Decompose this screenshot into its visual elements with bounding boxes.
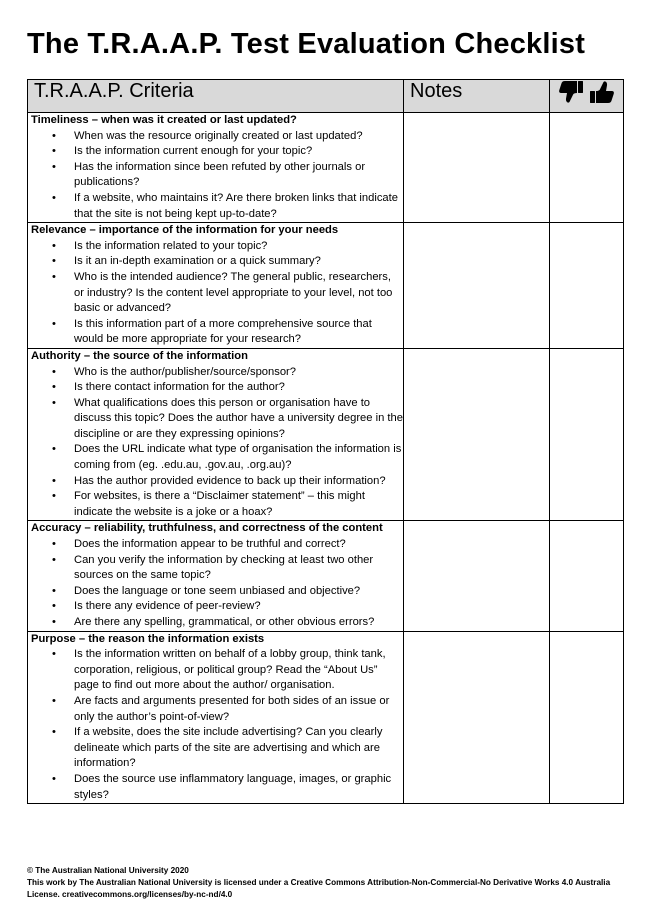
criteria-row-accuracy xyxy=(28,521,624,631)
list-item: • If a website, does the site include advertising? Can you clearly delineate which parts of the site are advertising and which are information? xyxy=(74,725,403,772)
rating-cell[interactable] xyxy=(550,113,624,223)
rating-cell[interactable] xyxy=(550,223,624,349)
list-item: • Does the information appear to be truthful and correct? xyxy=(74,537,403,553)
question-list xyxy=(28,647,403,803)
list-item: • Does the source use inflammatory language, images, or graphic styles? xyxy=(74,772,403,803)
list-item: • Is it an in-depth examination or a quick summary? xyxy=(74,254,403,270)
notes-cell[interactable] xyxy=(404,521,550,631)
list-item: • Are facts and arguments presented for both sides of an issue or only the author’s point-of-view? xyxy=(74,694,403,725)
criteria-cell xyxy=(28,521,404,631)
footer xyxy=(27,865,627,902)
traap-checklist-table xyxy=(27,79,624,804)
rating-cell[interactable] xyxy=(550,521,624,631)
list-item: • Is the information current enough for your topic? xyxy=(74,144,403,160)
notes-cell[interactable] xyxy=(404,113,550,223)
rating-cell[interactable] xyxy=(550,348,624,521)
criteria-row-relevance xyxy=(28,223,624,349)
section-heading: Relevance – importance of the information for your needs xyxy=(31,224,339,237)
list-item: • Who is the author/publisher/source/sponsor? xyxy=(74,365,403,381)
thumbs-up-icon xyxy=(589,80,615,104)
page-title: The T.R.A.A.P. Test Evaluation Checklist xyxy=(27,28,586,60)
license-text: This work by The Australian National University is licensed under a Creative Commons Attribution-Non-Commercial-No Derivative Works 4.0 Australia License. creativecommons.org/licenses/by-nc-nd/4.0 xyxy=(27,878,611,900)
notes-cell[interactable] xyxy=(404,348,550,521)
list-item: • Is the information written on behalf of a lobby group, think tank, corporation, religious, or political group? Read the “About Us” page to find out more about the author/ organisation. xyxy=(74,647,403,694)
question-list xyxy=(28,365,403,521)
question-list xyxy=(28,239,403,348)
criteria-cell xyxy=(28,631,404,804)
list-item: • Can you verify the information by checking at least two other sources on the same topic? xyxy=(74,553,403,584)
section-heading: Accuracy – reliability, truthfulness, and correctness of the content xyxy=(31,522,383,535)
criteria-cell xyxy=(28,223,404,349)
rating-cell[interactable] xyxy=(550,631,624,804)
question-list xyxy=(28,129,403,223)
list-item: • Has the author provided evidence to back up their information? xyxy=(74,474,403,490)
section-heading: Authority – the source of the information xyxy=(31,349,248,362)
thumbs-down-icon xyxy=(558,80,584,104)
rating-column-header xyxy=(550,80,624,113)
list-item: • Who is the intended audience? The general public, researchers, or industry? Is the content level appropriate to your level, not too basic or advanced? xyxy=(74,270,403,317)
list-item: • Is there contact information for the author? xyxy=(74,380,403,396)
list-item: • Has the information since been refuted by other journals or publications? xyxy=(74,160,403,191)
notes-cell[interactable] xyxy=(404,631,550,804)
list-item: • Is the information related to your topic? xyxy=(74,239,403,255)
list-item: • For websites, is there a “Disclaimer statement” – this might indicate the website is a joke or a hoax? xyxy=(74,489,403,520)
list-item: • Are there any spelling, grammatical, or other obvious errors? xyxy=(74,615,403,631)
criteria-row-timeliness xyxy=(28,113,624,223)
list-item: • Is there any evidence of peer-review? xyxy=(74,599,403,615)
section-heading: Purpose – the reason the information exists xyxy=(31,632,265,645)
criteria-row-purpose xyxy=(28,631,624,804)
criteria-row-authority xyxy=(28,348,624,521)
notes-cell[interactable] xyxy=(404,223,550,349)
copyright-text: © The Australian National University 2020 xyxy=(27,866,189,875)
question-list xyxy=(28,537,403,631)
list-item: • Is this information part of a more comprehensive source that would be more appropriate for your research? xyxy=(74,317,403,348)
criteria-cell xyxy=(28,113,404,223)
list-item: • If a website, who maintains it? Are there broken links that indicate that the site is not being kept up-to-date? xyxy=(74,191,403,222)
table-header-row xyxy=(28,80,624,113)
list-item: • Does the language or tone seem unbiased and objective? xyxy=(74,584,403,600)
notes-column-header: Notes xyxy=(404,80,550,113)
criteria-column-header: T.R.A.A.P. Criteria xyxy=(28,80,404,113)
list-item: • When was the resource originally created or last updated? xyxy=(74,129,403,145)
list-item: • What qualifications does this person or organisation have to discuss this topic? Does the author have a university degree in the discipline or are they expressing opinions? xyxy=(74,396,403,443)
section-heading: Timeliness – when was it created or last updated? xyxy=(31,114,297,126)
list-item: • Does the URL indicate what type of organisation the information is coming from (eg. .edu.au, .gov.au, .org.au)? xyxy=(74,442,403,473)
criteria-cell xyxy=(28,348,404,521)
